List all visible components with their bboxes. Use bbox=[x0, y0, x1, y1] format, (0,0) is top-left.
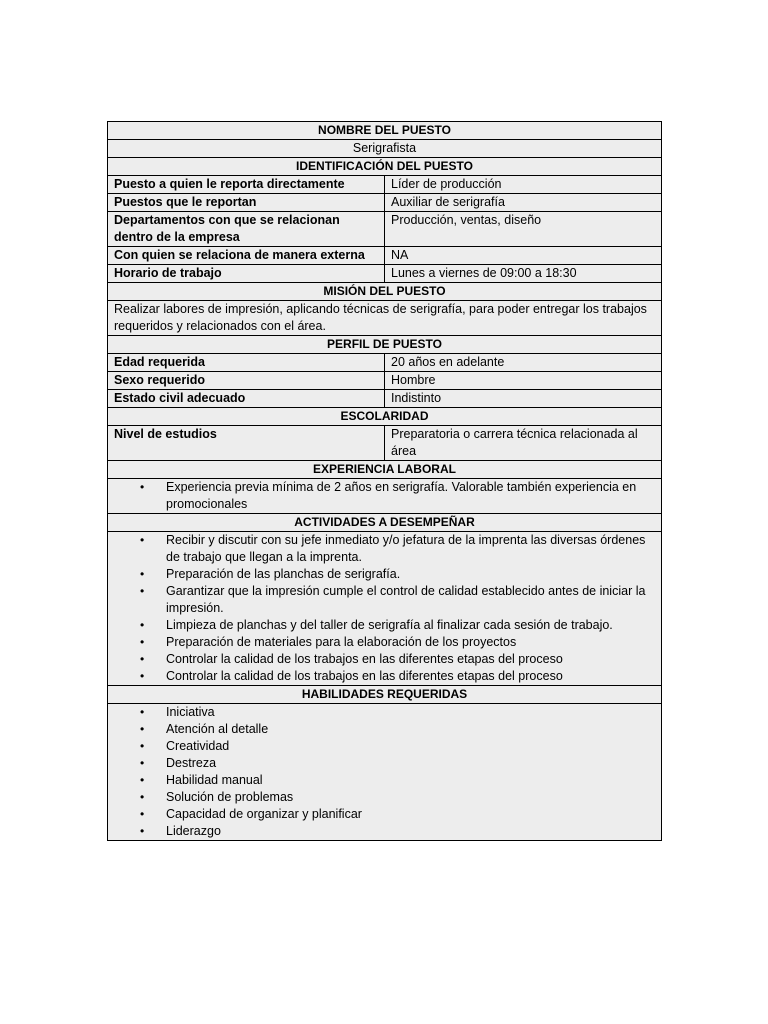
list-item: • Capacidad de organizar y planificar bbox=[166, 806, 655, 823]
list-item: • Habilidad manual bbox=[166, 772, 655, 789]
list-item: • Preparación de materiales para la elaboración de los proyectos bbox=[166, 634, 655, 651]
list-item: • Limpieza de planchas y del taller de serigrafía al finalizar cada sesión de trabajo. bbox=[166, 617, 655, 634]
list-item: • Preparación de las planchas de serigrafía. bbox=[166, 566, 655, 583]
field-value: Líder de producción bbox=[385, 176, 662, 194]
field-value: Indistinto bbox=[385, 390, 662, 408]
field-label: Nivel de estudios bbox=[108, 426, 385, 461]
activities-list bbox=[114, 532, 655, 685]
table-row bbox=[108, 390, 662, 408]
section-header-identificacion: IDENTIFICACIÓN DEL PUESTO bbox=[108, 158, 662, 176]
list-item: • Liderazgo bbox=[166, 823, 655, 840]
table-row bbox=[108, 176, 662, 194]
list-item: • Iniciativa bbox=[166, 704, 655, 721]
field-value: Producción, ventas, diseño bbox=[385, 212, 662, 247]
list-item: • Controlar la calidad de los trabajos en las diferentes etapas del proceso bbox=[166, 651, 655, 668]
section-header-habilidades: HABILIDADES REQUERIDAS bbox=[108, 686, 662, 704]
field-label: Edad requerida bbox=[108, 354, 385, 372]
list-item: • Atención al detalle bbox=[166, 721, 655, 738]
list-item: • Controlar la calidad de los trabajos en las diferentes etapas del proceso bbox=[166, 668, 655, 685]
section-header-mision: MISIÓN DEL PUESTO bbox=[108, 283, 662, 301]
table-row bbox=[108, 194, 662, 212]
table-row bbox=[108, 426, 662, 461]
list-item: • Destreza bbox=[166, 755, 655, 772]
activities-cell bbox=[108, 532, 662, 686]
field-label: Puestos que le reportan bbox=[108, 194, 385, 212]
section-header-escolaridad: ESCOLARIDAD bbox=[108, 408, 662, 426]
table-row bbox=[108, 247, 662, 265]
list-item: • Solución de problemas bbox=[166, 789, 655, 806]
table-row bbox=[108, 265, 662, 283]
skills-cell bbox=[108, 704, 662, 841]
field-value: Hombre bbox=[385, 372, 662, 390]
skills-list bbox=[114, 704, 655, 840]
section-header-experiencia: EXPERIENCIA LABORAL bbox=[108, 461, 662, 479]
field-label: Estado civil adecuado bbox=[108, 390, 385, 408]
field-value: 20 años en adelante bbox=[385, 354, 662, 372]
table-row bbox=[108, 372, 662, 390]
field-label: Puesto a quien le reporta directamente bbox=[108, 176, 385, 194]
job-title: Serigrafista bbox=[108, 140, 662, 158]
field-value: Preparatoria o carrera técnica relacionada al área bbox=[385, 426, 662, 461]
list-item: • Experiencia previa mínima de 2 años en serigrafía. Valorable también experiencia en promocionales bbox=[166, 479, 655, 513]
list-item: • Creatividad bbox=[166, 738, 655, 755]
table-row bbox=[108, 212, 662, 247]
section-header-perfil: PERFIL DE PUESTO bbox=[108, 336, 662, 354]
field-label: Departamentos con que se relacionan dentro de la empresa bbox=[108, 212, 385, 247]
field-value: Auxiliar de serigrafía bbox=[385, 194, 662, 212]
field-label: Con quien se relaciona de manera externa bbox=[108, 247, 385, 265]
experience-cell bbox=[108, 479, 662, 514]
field-label: Horario de trabajo bbox=[108, 265, 385, 283]
list-item: • Recibir y discutir con su jefe inmediato y/o jefatura de la imprenta las diversas órdenes de trabajo que llegan a la imprenta. bbox=[166, 532, 655, 566]
mission-text: Realizar labores de impresión, aplicando técnicas de serigrafía, para poder entregar los trabajos requeridos y relacionados con el área. bbox=[108, 301, 662, 336]
field-value: Lunes a viernes de 09:00 a 18:30 bbox=[385, 265, 662, 283]
field-label: Sexo requerido bbox=[108, 372, 385, 390]
table-row bbox=[108, 354, 662, 372]
job-description-table bbox=[107, 121, 662, 841]
experience-list bbox=[114, 479, 655, 513]
section-header-actividades: ACTIVIDADES A DESEMPEÑAR bbox=[108, 514, 662, 532]
field-value: NA bbox=[385, 247, 662, 265]
list-item: • Garantizar que la impresión cumple el control de calidad establecido antes de iniciar la impresión. bbox=[166, 583, 655, 617]
section-header-nombre: NOMBRE DEL PUESTO bbox=[108, 122, 662, 140]
